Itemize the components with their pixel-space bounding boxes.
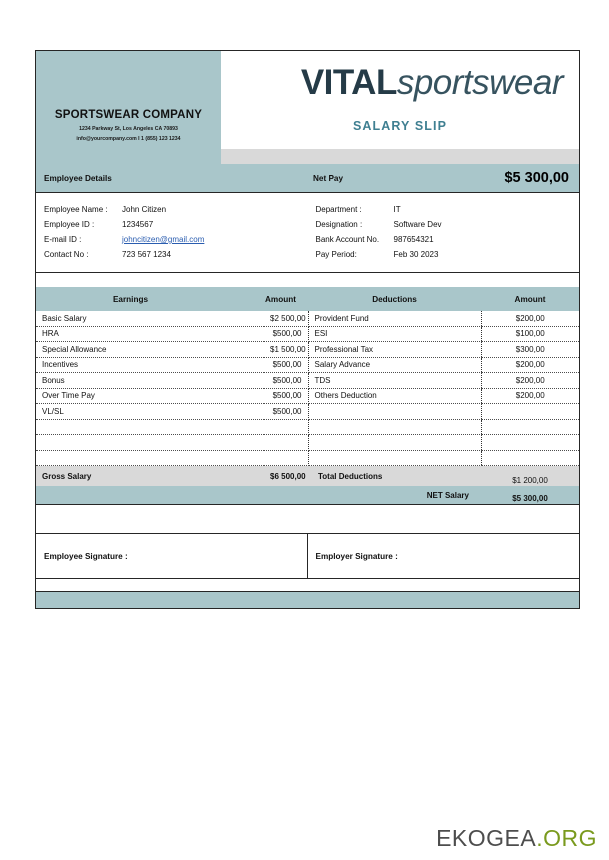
deduction-name: Others Deduction bbox=[308, 388, 481, 404]
brand-logo bbox=[301, 65, 563, 100]
detail-value: Software Dev bbox=[393, 220, 442, 229]
detail-row bbox=[316, 202, 580, 217]
deduction-name: Provident Fund bbox=[308, 311, 481, 326]
earning-name: HRA bbox=[36, 326, 264, 342]
detail-value: 1234567 bbox=[122, 220, 154, 229]
detail-label: Employee Name : bbox=[44, 205, 108, 214]
column-header-deductions: Deductions bbox=[308, 287, 481, 311]
employee-details-right-column bbox=[308, 202, 580, 262]
employee-details-section bbox=[36, 193, 579, 273]
deduction-name bbox=[308, 450, 481, 466]
detail-label: Department : bbox=[315, 205, 362, 214]
employee-details-heading: Employee Details bbox=[44, 173, 112, 183]
signature-section bbox=[36, 534, 579, 579]
deduction-amount: $200,00 bbox=[481, 388, 579, 404]
salary-slip-document bbox=[35, 50, 580, 609]
earning-name: Bonus bbox=[36, 373, 264, 389]
detail-row bbox=[316, 232, 580, 247]
detail-value: Feb 30 2023 bbox=[393, 250, 439, 259]
deduction-name: Professional Tax bbox=[308, 342, 481, 358]
detail-label: Pay Period: bbox=[315, 250, 357, 259]
company-name: SPORTSWEAR COMPANY bbox=[54, 109, 203, 121]
detail-row bbox=[44, 217, 308, 232]
column-header-amount-earnings: Amount bbox=[264, 287, 308, 311]
earning-name: VL/SL bbox=[36, 404, 264, 420]
total-deductions-value: $1 200,00 bbox=[481, 466, 579, 487]
company-info-panel bbox=[36, 51, 221, 149]
detail-label: Employee ID : bbox=[44, 220, 95, 229]
deduction-amount bbox=[481, 419, 579, 435]
earning-amount: $500,00 bbox=[264, 357, 308, 373]
deduction-amount bbox=[481, 435, 579, 451]
company-address: 1234 Parkway St, Los Angeles CA 70893 bbox=[79, 126, 178, 132]
detail-row bbox=[44, 202, 308, 217]
earning-amount: $500,00 bbox=[264, 404, 308, 420]
earning-amount bbox=[264, 419, 308, 435]
detail-value-link[interactable]: johncitizen@gmail.com bbox=[122, 235, 205, 244]
earning-amount bbox=[264, 435, 308, 451]
table-row bbox=[36, 419, 579, 435]
detail-label: Bank Account No. bbox=[315, 235, 380, 244]
net-pay-label: Net Pay bbox=[313, 173, 344, 183]
deduction-amount: $200,00 bbox=[481, 311, 579, 326]
detail-value: IT bbox=[393, 205, 401, 214]
employer-signature-field[interactable]: Employer Signature : bbox=[315, 551, 398, 561]
table-top-spacer bbox=[36, 273, 579, 287]
net-salary-label: NET Salary bbox=[36, 486, 481, 504]
detail-row bbox=[316, 247, 580, 262]
divider-teal-segment bbox=[36, 149, 221, 164]
earning-amount: $2 500,00 bbox=[264, 311, 308, 326]
detail-label: E-mail ID : bbox=[44, 235, 82, 244]
table-row bbox=[36, 435, 579, 451]
earning-amount: $500,00 bbox=[264, 326, 308, 342]
net-salary-value: $5 300,00 bbox=[481, 486, 579, 504]
deduction-name: ESI bbox=[308, 326, 481, 342]
footer-bar bbox=[36, 591, 579, 608]
brand-panel bbox=[221, 51, 579, 149]
total-deductions-label: Total Deductions bbox=[308, 466, 481, 487]
column-header-earnings: Earnings bbox=[36, 287, 264, 311]
column-header-amount-deductions: Amount bbox=[481, 287, 579, 311]
table-row bbox=[36, 388, 579, 404]
earning-name bbox=[36, 435, 264, 451]
table-row bbox=[36, 404, 579, 420]
deduction-amount: $200,00 bbox=[481, 373, 579, 389]
watermark-primary-text: EKOGEA bbox=[436, 825, 537, 851]
earning-name bbox=[36, 450, 264, 466]
summary-band bbox=[36, 164, 579, 193]
gross-total-row bbox=[36, 466, 579, 487]
signature-spacer bbox=[36, 504, 579, 534]
earning-amount: $500,00 bbox=[264, 388, 308, 404]
watermark-accent-text: .ORG bbox=[536, 825, 597, 851]
document-header bbox=[36, 51, 579, 149]
net-salary-row bbox=[36, 486, 579, 504]
employee-signature-field[interactable]: Employee Signature : bbox=[36, 534, 308, 578]
detail-value: 987654321 bbox=[393, 235, 434, 244]
gross-salary-value: $6 500,00 bbox=[264, 466, 308, 487]
table-row bbox=[36, 311, 579, 326]
deduction-amount bbox=[481, 450, 579, 466]
logo-italic-text: sportswear bbox=[396, 63, 563, 102]
earning-name: Basic Salary bbox=[36, 311, 264, 326]
earning-amount: $500,00 bbox=[264, 373, 308, 389]
header-divider-strip bbox=[36, 149, 579, 164]
footer-white-spacer bbox=[36, 579, 579, 591]
detail-value: 723 567 1234 bbox=[122, 250, 171, 259]
earning-name: Over Time Pay bbox=[36, 388, 264, 404]
logo-bold-text: VITAL bbox=[300, 63, 397, 102]
table-row bbox=[36, 342, 579, 358]
deduction-amount: $300,00 bbox=[481, 342, 579, 358]
watermark bbox=[436, 825, 597, 852]
employee-details-left-column bbox=[36, 202, 308, 262]
divider-gray-segment bbox=[221, 149, 579, 164]
deduction-name bbox=[308, 404, 481, 420]
earning-amount bbox=[264, 450, 308, 466]
earning-name bbox=[36, 419, 264, 435]
deduction-amount: $200,00 bbox=[481, 357, 579, 373]
earning-amount: $1 500,00 bbox=[264, 342, 308, 358]
gross-salary-label: Gross Salary bbox=[36, 466, 264, 487]
deduction-name bbox=[308, 435, 481, 451]
table-row bbox=[36, 373, 579, 389]
table-header-row bbox=[36, 287, 579, 311]
earning-name: Special Allowance bbox=[36, 342, 264, 358]
deduction-amount bbox=[481, 404, 579, 420]
table-row bbox=[36, 450, 579, 466]
detail-row bbox=[316, 217, 580, 232]
company-contact: info@yourcompany.com I 1 (855) 123 1234 bbox=[76, 136, 181, 142]
detail-label: Designation : bbox=[315, 220, 363, 229]
earning-name: Incentives bbox=[36, 357, 264, 373]
net-pay-value: $5 300,00 bbox=[504, 170, 569, 186]
deduction-name bbox=[308, 419, 481, 435]
detail-row bbox=[44, 232, 308, 247]
earnings-deductions-table bbox=[36, 287, 579, 504]
table-row bbox=[36, 326, 579, 342]
deduction-name: TDS bbox=[308, 373, 481, 389]
deduction-amount: $100,00 bbox=[481, 326, 579, 342]
page-title: SALARY SLIP bbox=[352, 119, 448, 133]
detail-value: John Citizen bbox=[122, 205, 167, 214]
deduction-name: Salary Advance bbox=[308, 357, 481, 373]
detail-label: Contact No : bbox=[44, 250, 89, 259]
table-row bbox=[36, 357, 579, 373]
detail-row bbox=[44, 247, 308, 262]
